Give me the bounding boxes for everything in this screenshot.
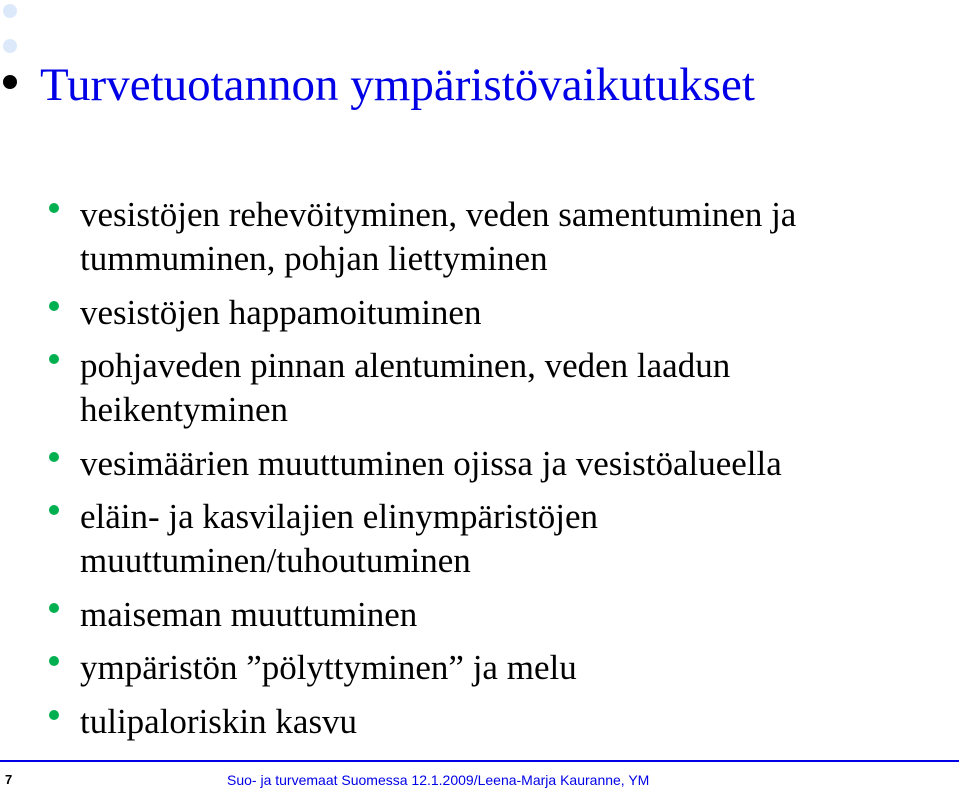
- bullet-item: [47, 291, 952, 335]
- slide-title: Turvetuotannon ympäristövaikutukset: [40, 59, 755, 111]
- bullet-text-line: eläin- ja kasvilajien elinympäristöjen: [80, 497, 599, 536]
- bullet-text-line: ympäristön ”pölyttyminen” ja melu: [80, 648, 577, 687]
- bullet-list: [47, 193, 952, 753]
- bullet-item: [47, 700, 952, 744]
- bullet-item: [47, 193, 952, 281]
- bullet-text-line: pohjaveden pinnan alentuminen, veden laadun: [80, 346, 731, 385]
- bullet-dot-icon: [49, 710, 59, 720]
- bullet-item: [47, 593, 952, 637]
- footer-rule: [0, 760, 959, 762]
- bullet-dot-icon: [49, 656, 59, 666]
- footer-text: Suo- ja turvemaat Suomessa 12.1.2009/Leena-Marja Kauranne, YM: [227, 772, 650, 788]
- bullet-dot-icon: [49, 452, 59, 462]
- decorative-dot-1: [3, 4, 17, 18]
- page-number: 7: [5, 772, 13, 787]
- bullet-item: [47, 344, 952, 432]
- bullet-item: [47, 442, 952, 486]
- bullet-text-line: vesistöjen rehevöityminen, veden samentuminen ja: [80, 195, 797, 234]
- bullet-text-line: tulipaloriskin kasvu: [80, 701, 358, 741]
- decorative-dot-2: [3, 39, 17, 53]
- bullet-item: [47, 495, 952, 583]
- bullet-text-line: tummuminen, pohjan liettyminen: [80, 239, 548, 278]
- bullet-text-line: maiseman muuttuminen: [80, 594, 418, 634]
- bullet-text-line: heikentyminen: [80, 390, 289, 429]
- bullet-dot-icon: [49, 301, 59, 311]
- bullet-text-line: vesimäärien muuttuminen ojissa ja vesistöalueella: [80, 443, 782, 483]
- bullet-dot-icon: [49, 203, 59, 213]
- bullet-item: [47, 646, 952, 690]
- bullet-dot-icon: [49, 603, 59, 613]
- bullet-text-line: vesistöjen happamoituminen: [80, 292, 482, 332]
- title-bullet-dot: [3, 75, 17, 89]
- bullet-dot-icon: [49, 505, 59, 515]
- bullet-dot-icon: [49, 354, 59, 364]
- bullet-text-line: muuttuminen/tuhoutuminen: [80, 541, 471, 580]
